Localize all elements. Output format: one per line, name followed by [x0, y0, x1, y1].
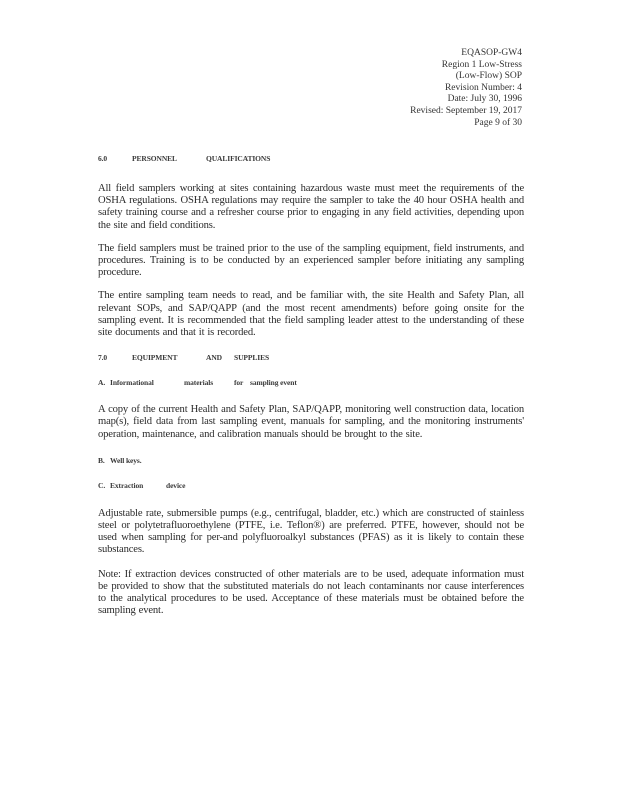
document-id: EQASOP-GW4 — [461, 48, 522, 58]
paragraph: The field samplers must be trained prior to the use of the sampling equipment, field instruments, and procedures. Training is to be conducted by an experienced sampler before initiating any sampling procedure. — [98, 242, 524, 279]
subsection-b-heading — [98, 456, 524, 465]
paragraph: All field samplers working at sites containing hazardous waste must meet the requirements of the OSHA regulations. OSHA regulations may require the sampler to take the 40 hour OSHA health and safety training course and a refresher course prior to engaging in any field activities, depending upon the site and field conditions. — [98, 183, 524, 231]
subsection-label: A. — [98, 378, 106, 388]
section-title-word: QUALIFICATIONS — [206, 154, 271, 163]
document-title-line-1: Region 1 Low-Stress — [441, 59, 522, 70]
section-number: 7.0 — [98, 353, 108, 363]
paragraph: Adjustable rate, submersible pumps (e.g., centrifugal, bladder, etc.) which are constructed of stainless steel or polytetrafluoroethylene (PTFE, i.e. Teflon®) are preferred. PTFE, however, should not be used when sampling for per-and polyfluoroalkyl substances (PFAS) as it is likely to contain these substances. — [98, 507, 524, 556]
document-date: Date: July 30, 1996 — [447, 94, 522, 105]
subsection-title-word: Extraction — [110, 480, 144, 490]
section-title-word: EQUIPMENT — [132, 353, 178, 363]
document-title-line-2: (Low-Flow) SOP — [455, 71, 522, 82]
subsection-title-word: device — [166, 480, 186, 490]
section-6-heading — [98, 154, 524, 163]
document-body — [98, 154, 524, 617]
page-header — [410, 48, 522, 129]
revised-date: Revised: September 19, 2017 — [410, 105, 522, 116]
section-7-heading — [98, 353, 524, 362]
note-paragraph: Note: If extraction devices constructed of other materials are to be used, adequate information must be provided to show that the substituted materials do not leach contaminants nor cause interferences to the analytical procedures to be used. Acceptance of these materials must be obtained before the sampling event. — [98, 568, 524, 617]
section-number: 6.0 — [98, 154, 108, 163]
subsection-label: B. — [98, 455, 105, 465]
section-title-word: PERSONNEL — [132, 154, 177, 163]
subsection-title-word: Informational — [110, 378, 154, 388]
paragraph: The entire sampling team needs to read, and be familiar with, the site Health and Safety Plan, all relevant SOPs, and SAP/QAPP (and the most recent amendments) before going onsite for the sampling event. It is recommended that the field sampling leader attest to the understanding of these site documents and that it is recorded. — [98, 290, 524, 339]
page-number: Page 9 of 30 — [474, 117, 522, 128]
subsection-label: C. — [98, 480, 106, 490]
subsection-a-heading — [98, 378, 524, 387]
subsection-c-heading — [98, 481, 524, 490]
subsection-title-word: materials — [184, 378, 214, 388]
section-title-word: SUPPLIES — [234, 353, 270, 363]
subsection-title-word: sampling event — [250, 378, 297, 388]
subsection-title-word: Well keys. — [110, 455, 142, 465]
paragraph: A copy of the current Health and Safety Plan, SAP/QAPP, monitoring well construction data, location map(s), field data from last sampling event, manuals for sampling, and the monitoring instruments' operation, maintenance, and calibration manuals should be brought to the site. — [98, 404, 524, 440]
subsection-title-word: for — [234, 378, 244, 388]
revision-number: Revision Number: 4 — [444, 82, 522, 93]
section-title-word: AND — [206, 353, 222, 363]
